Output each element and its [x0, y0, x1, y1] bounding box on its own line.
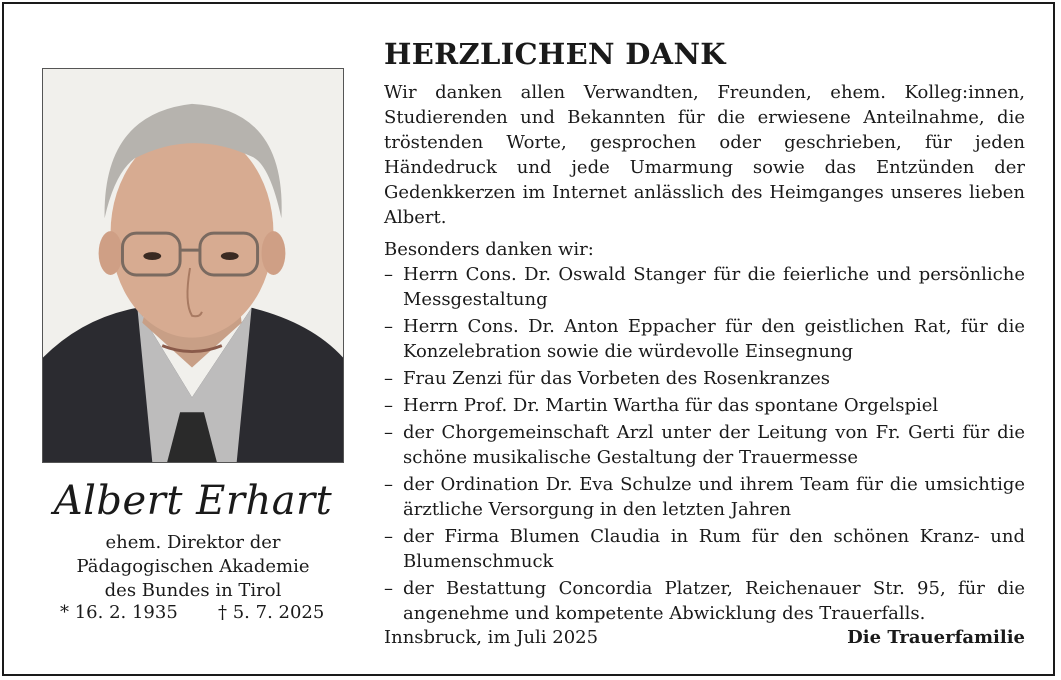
list-item-text: der Bestattung Concordia Platzer, Reichenauer Str. 95, für die angenehme und kompetente Abwicklung des Trauerfalls.	[403, 578, 1025, 624]
birth-date: * 16. 2. 1935	[60, 602, 178, 623]
list-item	[384, 393, 1025, 418]
list-item-text: Frau Zenzi für das Vorbeten des Rosenkranzes	[403, 368, 831, 389]
dash-bullet: –	[384, 422, 393, 443]
list-item-text: Herrn Prof. Dr. Martin Wartha für das spontane Orgelspiel	[403, 395, 939, 416]
dash-bullet: –	[384, 264, 393, 285]
role-line: ehem. Direktor der	[105, 532, 281, 553]
deceased-role	[42, 531, 344, 603]
thanks-intro: Besonders danken wir:	[384, 239, 594, 260]
page-title: HERZLICHEN DANK	[384, 37, 726, 71]
role-line: des Bundes in Tirol	[104, 580, 282, 601]
place-date: Innsbruck, im Juli 2025	[384, 627, 599, 648]
death-date: † 5. 7. 2025	[218, 602, 325, 623]
dash-bullet: –	[384, 316, 393, 337]
list-item-text: der Ordination Dr. Eva Schulze und ihrem Team für die umsichtige ärztliche Versorgung in den letzten Jahren	[403, 474, 1025, 520]
dash-bullet: –	[384, 526, 393, 547]
list-item	[384, 262, 1025, 312]
list-item	[384, 472, 1025, 522]
dash-bullet: –	[384, 474, 393, 495]
deceased-name: Albert Erhart	[53, 478, 333, 524]
list-item	[384, 420, 1025, 470]
dash-bullet: –	[384, 395, 393, 416]
list-item-text: Herrn Cons. Dr. Oswald Stanger für die feierliche und persönliche Messgestaltung	[403, 264, 1025, 310]
dash-bullet: –	[384, 578, 393, 599]
list-item-text: der Firma Blumen Claudia in Rum für den schönen Kranz- und Blumenschmuck	[403, 526, 1025, 572]
role-line: Pädagogischen Akademie	[76, 556, 310, 577]
list-item	[384, 314, 1025, 364]
portrait-photo	[42, 68, 344, 463]
list-item-text: Herrn Cons. Dr. Anton Eppacher für den geistlichen Rat, für die Konzelebration sowie die würdevolle Einsegnung	[403, 316, 1025, 362]
list-item	[384, 366, 1025, 391]
intro-paragraph: Wir danken allen Verwandten, Freunden, ehem. Kolleg:innen, Studierenden und Bekannten für die erwiesene Anteilnahme, die tröstenden Worte, gesprochen oder geschrieben, für jeden Händedruck und jede Umarmung sowie das Entzünden der Gedenkkerzen im Internet anlässlich des Heimganges unseres lieben Albert.	[384, 82, 1025, 228]
list-item	[384, 576, 1025, 626]
obituary-card	[2, 2, 1055, 676]
signature: Die Trauerfamilie	[847, 627, 1025, 648]
list-item-text: der Chorgemeinschaft Arzl unter der Leitung von Fr. Gerti für die schöne musikalische Gestaltung der Trauermesse	[403, 422, 1025, 468]
dash-bullet: –	[384, 368, 393, 389]
list-item	[384, 524, 1025, 574]
thanks-list	[384, 262, 1025, 628]
